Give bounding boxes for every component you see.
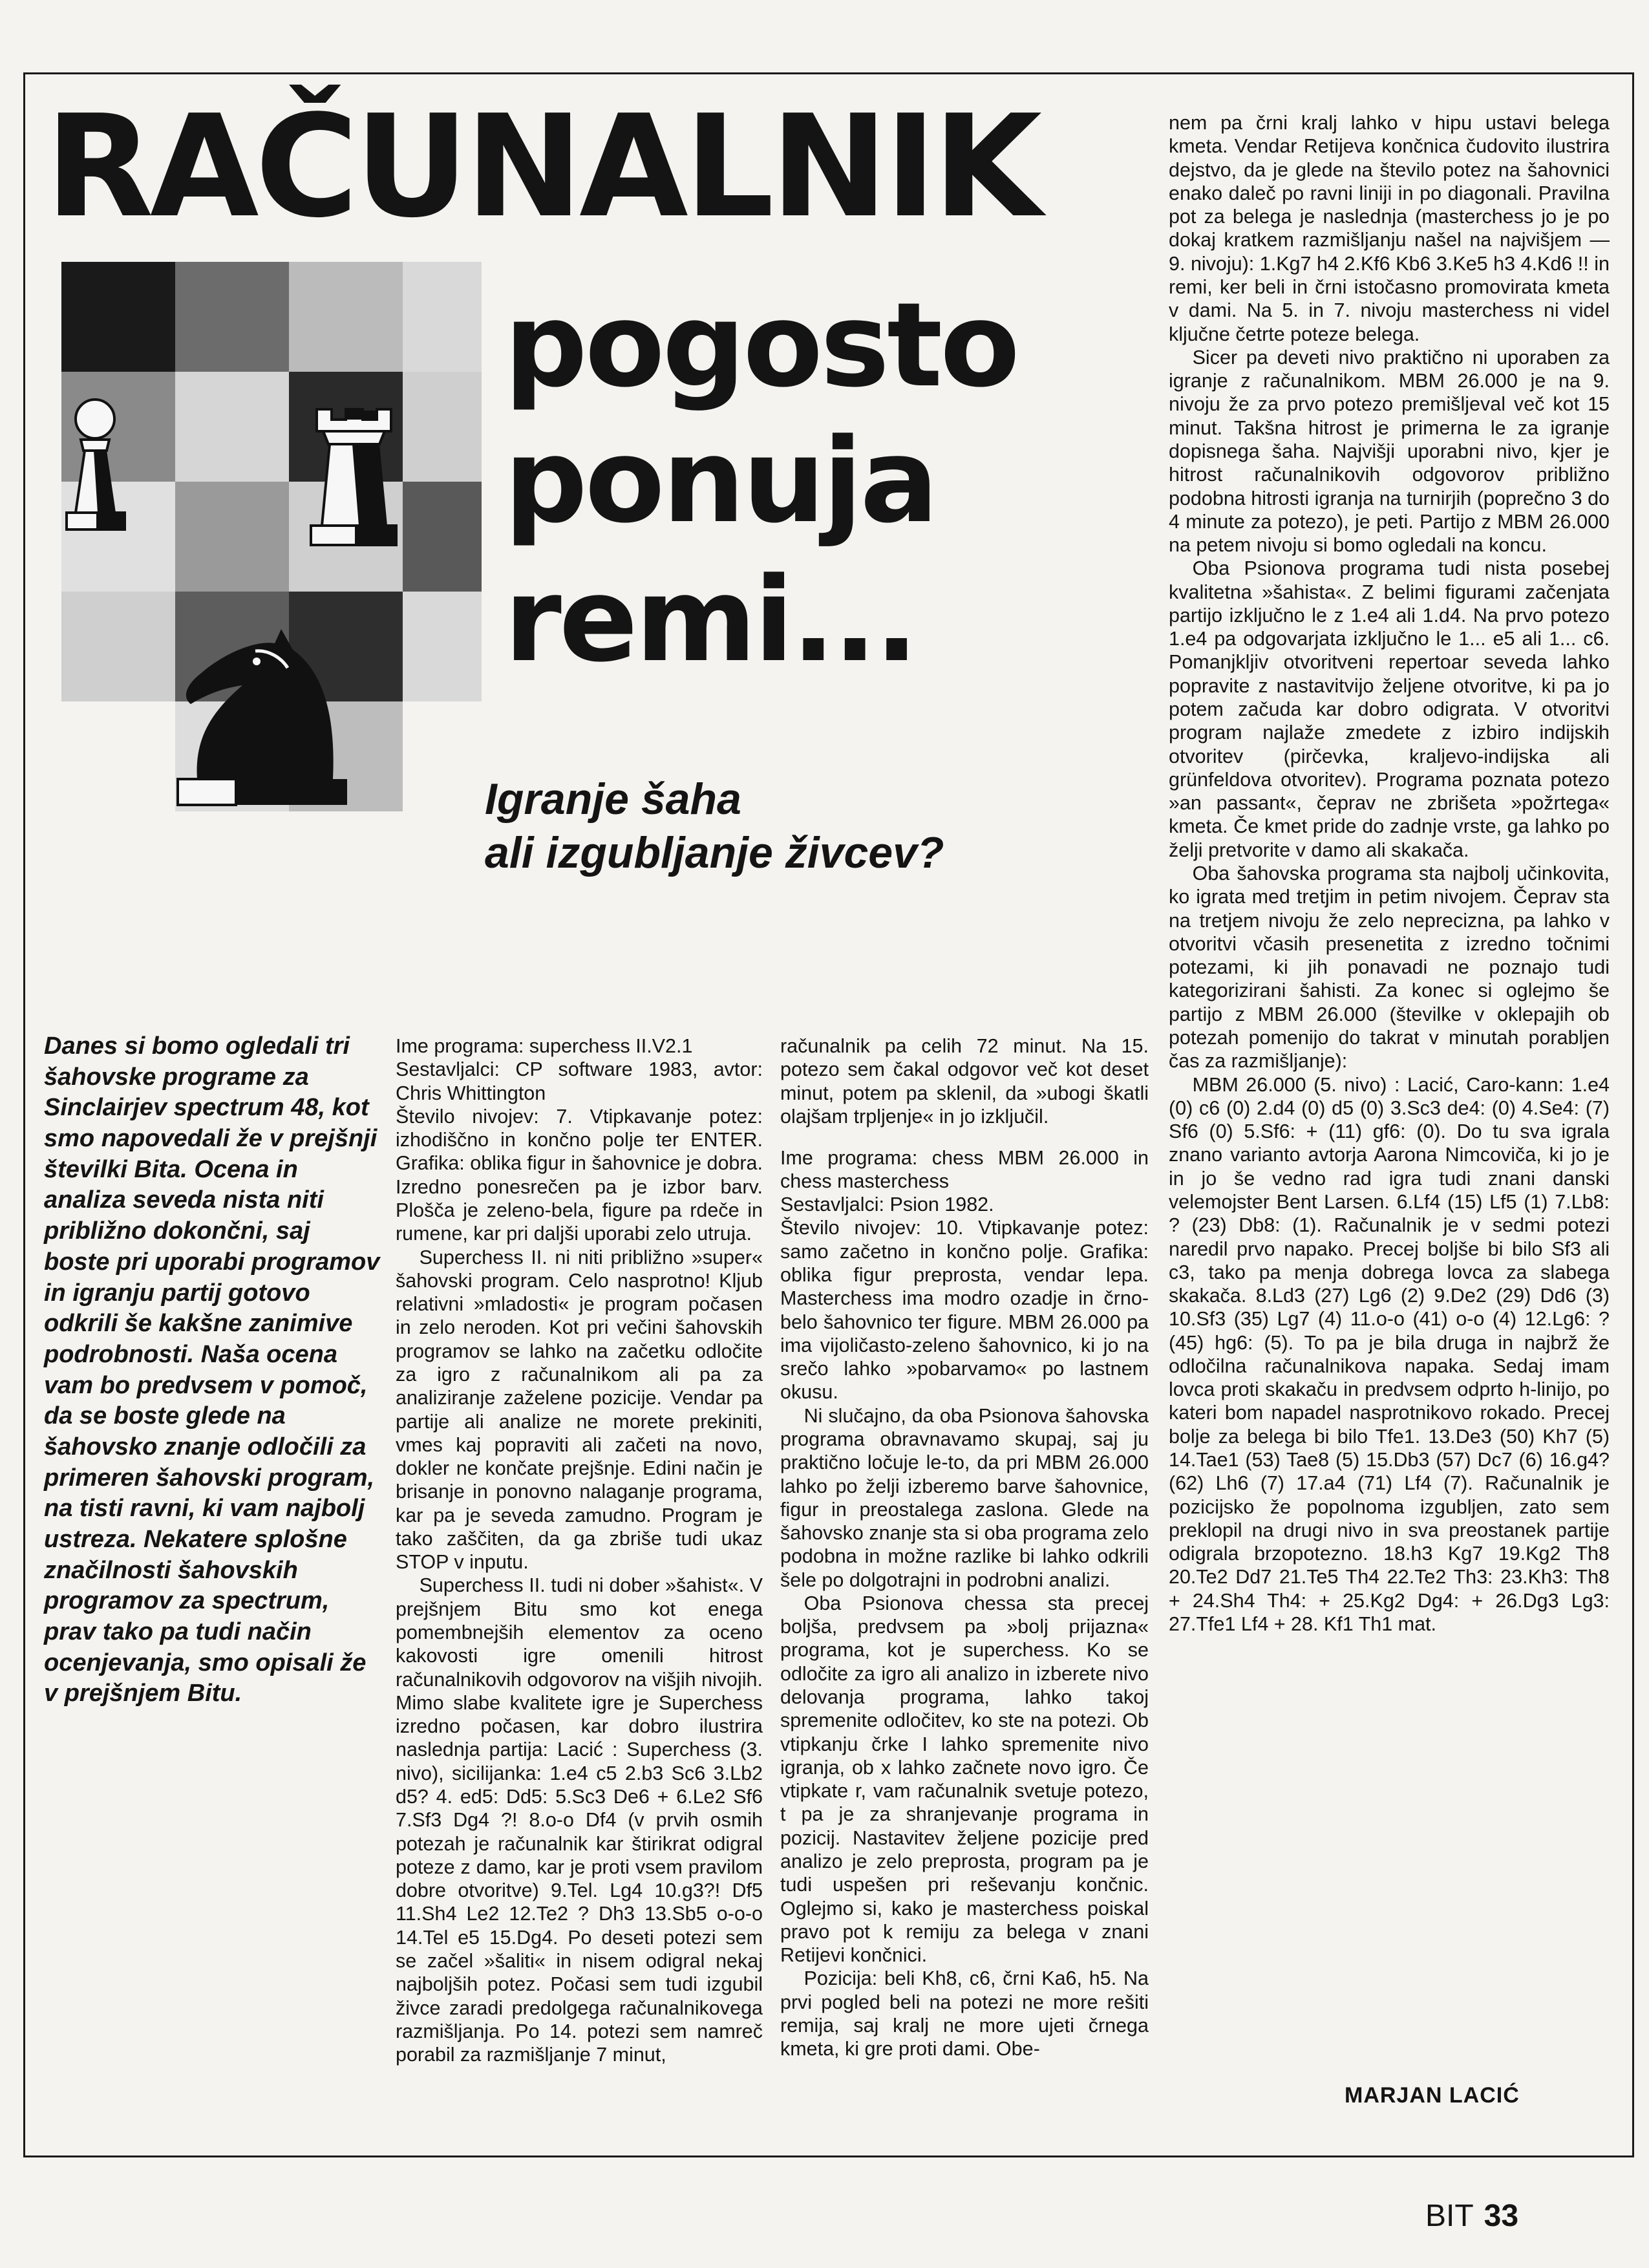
- headline-line-1: pogosto: [504, 278, 1017, 413]
- magazine-name: BIT: [1425, 2199, 1474, 2233]
- body-paragraph: Oba Psionova programa tudi nista posebej kvalitetna »šahista«. Z belimi figurami začenjata partijo izključno le z 1.e4 ali 1.d4. Na prvo potezo 1.e4 pa odgovarjata izključno le 1... e5 ali 1... c6. Pomanjkljiv otvoritveni repertoar seveda lahko popravite z nastavitvijo željene otvoritve, ki pa jo potem začuda kar dobro odigrata. V otvoritvi program najlaže zmedete z izbiro indijskih otvoritev (pirčevka, kraljevo-indijska ali grünfeldova otvoritev). Programa poznata potezo »an passant«, čeprav ne zbrišeta »požrtega« kmeta. Če kmet pride do zadnje vrste, ga lahko po želji pretvorite v damo ali skakača.: [1169, 557, 1610, 861]
- body-paragraph: nem pa črni kralj lahko v hipu ustavi belega kmeta. Vendar Retijeva končnica čudovito ilustrira dejstvo, da je glede na število potez na šahovnici enako daleč po ravni liniji in po diagonali. Pravilna pot za belega je naslednja (masterchess jo je po dokaj kratkem razmišljanju našel na najvišjem — 9. nivoju): 1.Kg7 h4 2.Kf6 Kb6 3.Ke5 h3 4.Kd6 !! in remi, ker beli in črni istočasno promovirata kmeta v dami. Na 5. in 7. nivoju masterchess ni videl ključne četrte poteze belega.: [1169, 112, 1610, 345]
- tagline-line-1: Igranje šaha: [485, 775, 741, 824]
- program-authors: Sestavljalci: CP software 1983, avtor: Chris Whittington: [396, 1058, 763, 1104]
- article-column-1: [396, 1034, 763, 2066]
- body-paragraph: Pozicija: beli Kh8, c6, črni Ka6, h5. Na prvi pogled beli na potezi ne more rešiti remija, saj kralj ne more ujeti črnega kmeta, ki gre proti dami. Obe-: [780, 1967, 1149, 2060]
- program-authors: Sestavljalci: Psion 1982.: [780, 1193, 994, 1216]
- body-paragraph: Superchess II. ni niti približno »super« šahovski program. Celo nasprotno! Kljub relativni »mladosti« je program počasen in zelo neroden. Kot pri večini šahovskih programov se lahko na začetku odločite za igro z računalnikom ali pa za analiziranje zaželene pozicije. Vendar pa partije ali analize ne morete prekiniti, vmes kaj popraviti ali začeti na novo, dokler ne končate prejšnje. Edini način je brisanje in ponovno nalaganje programa, kar pa je seveda zamudno. Program je tako zaščiten, da ga zbriše tudi ukaz STOP v inputu.: [396, 1246, 763, 1574]
- program-specs: Število nivojev: 7. Vtipkavanje potez: izhodiščno in končno polje ter ENTER. Grafika: oblika figur in šahovnice je dobra. Izredno ponesrečen pa je izbor barv. Plošča je zeleno-bela, figure pa rdeče in rumene, kar pri daljši uporabi zelo utruja.: [396, 1105, 763, 1245]
- article-column-2: [780, 1034, 1149, 2061]
- body-paragraph: Oba Psionova chessa sta precej boljša, predvsem pa »bolj prijazna« programa, kot je superchess. Ko se odločite za igro ali analizo in izberete nivo delovanja programa, lahko takoj spremenite odločitev, ko ste na potezi. Ob vtipkanju črke I lahko spremenite nivo igranja, ob x lahko začnete novo igro. Če vtipkate r, vam računalnik svetuje potezo, t pa je za shranjevanje programa in pozicij. Nastavitev željene pozicije pred analizo je zelo preprosta, program pa je tudi uspešen pri reševanju končnic. Oglejmo si, kako je masterchess poiskal pravo pot k remiju za belega v znani Retijevi končnici.: [780, 1592, 1149, 1967]
- headline-line-3: remi...: [504, 553, 917, 688]
- tagline: [485, 773, 1002, 880]
- body-paragraph: Superchess II. tudi ni dober »šahist«. V prejšnjem Bitu smo kot enega pomembnejših elementov za oceno kakovosti igre omenili hitrost računalnikovih odgovorov na višjih nivojih. Mimo slabe kvalitete igre je Superchess izredno počasen, kar dobro ilustrira naslednja partija: Lacić : Superchess (3. nivo), sicilijanka: 1.e4 c5 2.b3 Sc6 3.Lb2 d5? 4. ed5: Dd5: 5.Sc3 De6 + 6.Le2 Sf6 7.Sf3 Dg4 ?! 8.o-o Df4 (v prvih osmih potezah je računalnik kar štirikrat odigral poteze z damo, kar je proti vsem pravilom dobre otvoritve) 9.Tel. Lg4 10.g3?! Df5 11.Sh4 Le2 12.Te2 ? Dh3 13.Sb5 o-o-o 14.Tel e5 15.Dg4. Po deseti potezi sem se začel »šaliti« in nisem odigral nekaj najboljših potez. Počasi sem tudi izgubil živce zaradi predolgega računalnikovega razmišljanja. Po 14. potezi sem namreč porabil za razmišljanje 7 minut,: [396, 1574, 763, 2066]
- page-footer: [1425, 2198, 1518, 2234]
- body-paragraph: Ni slučajno, da oba Psionova šahovska programa obravnavamo skupaj, saj ju praktično ločuje le-to, da pri MBM 26.000 lahko po želji izberemo barve šahovnice, figur in preostalega zaslona. Glede na šahovsko znanje sta si oba programa zelo podobna in možne razlike bi lahko odkrili šele po dolgotrajni in podrobni analizi.: [780, 1404, 1149, 1591]
- page-number: 33: [1484, 2199, 1519, 2233]
- author-byline: MARJAN LACIĆ: [1345, 2083, 1520, 2108]
- program-name: Ime programa: superchess II.V2.1: [396, 1035, 693, 1057]
- program-specs: Število nivojev: 10. Vtipkavanje potez: samo začetno in končno polje. Grafika: oblika figur preprosta, vendar lepa. Masterchess ima modro ozadje in črno-belo šahovnico ter figure. MBM 26.000 pa ima vijoličasto-zeleno šahovnico, ki jo na srečo lahko »pobarvamo« po lastnem okusu.: [780, 1217, 1149, 1404]
- body-paragraph: računalnik pa celih 72 minut. Na 15. potezo sem čakal odgovor več kot deset minut, potem pa sklenil, da »ubogi škatli olajšam trpljenje« in jo izključil.: [780, 1035, 1149, 1128]
- body-paragraph: Sicer pa deveti nivo praktično ni uporaben za igranje z računalnikom. MBM 26.000 je na 9. nivoju že za prvo potezo premišljeval več kot 15 minut. Takšna hitrost je primerna le za igranje dopisnega šaha. Najvišji uporabni nivo, kjer je hitrost računalnikovih odgovorov približno podobna hitrosti igranja na turnirjih (poprečno 3 do 4 minute za potezo), je peti. Partijo z MBM 26.000 na petem nivoju si bomo ogledali na koncu.: [1169, 346, 1610, 557]
- article-column-3: [1169, 111, 1610, 1636]
- body-paragraph: Oba šahovska programa sta najbolj učinkovita, ko igrata med tretjim in petim nivojem. Čeprav sta na tretjem nivoju že zelo neprecizna, pa lahko v otvoritvi včasih presenetita z izredno točnimi potezami, ki jih ponavadi ne poznajo tudi kategorizirani šahisti. Za konec si oglejmo še partijo z MBM 26.000 (številke v oklepajih ob potezah pomenijo do takrat v minutah porabljen čas za razmišljanje):: [1169, 862, 1610, 1073]
- tagline-line-2: ali izgubljanje živcev?: [485, 828, 944, 877]
- game-notation: MBM 26.000 (5. nivo) : Lacić, Caro-kann: 1.e4 (0) c6 (0) 2.d4 (0) d5 (0) 3.Sc3 de4: (0) 4.Se4: (7) Sf6 (0) 5.Sf6: + (11) gf6: (0). Do tu sva igrala znano varianto avtorja Aarona Nimcoviča, ki jo je in jo še vedno rad igra tudi znani danski velemojster Bent Larsen. 6.Lf4 (15) Lf5 (1) 7.Lb8: ? (23) Db8: (1). Računalnik je v sedmi potezi naredil prvo napako. Precej boljše bi bilo Sf3 ali c3, tako pa menja dobrega lovca za slabega skakača. 8.Ld3 (27) Lg6 (2) 9.De2 (29) Dd6 (3) 10.Sf3 (35) Lg7 (4) 11.o-o (41) o-o (4) 12.Lg6: ? (45) hg6: (5). To pa je bila druga in najbrž že odločilna računalnikova napaka. Sedaj imam lovca proti skakaču in predvsem odprto h-linijo, po kateri bom napadel nasprotnikovo rokado. Precej bolje za belega bi bilo Tfe1. 13.De3 (50) Kh7 (5) 14.Tae1 (53) Tae8 (5) 15.Db3 (57) Dc7 (6) 16.g4? (62) Lh6 (7) 17.a4 (71) Lf4 (7). Računalnik je pozicijsko že popolnoma izgubljen, zato sem preklopil na drugi nivo in sva preostanek partije odigrala brzopotezno. 18.h3 Kg7 19.Kg2 Th8 20.Te2 Dd7 21.Te5 Th4 22.Te2 Th3: 23.Kh3: Th8 + 24.Sh4 Th4: + 25.Kg2 Dg4: + 26.Dg3 Lg3: 27.Tfe1 Lf4 + 28. Kf1 Th1 mat.: [1169, 1073, 1610, 1635]
- headline-line-2: ponuja: [504, 414, 936, 549]
- lead-paragraph: Danes si bomo ogledali tri šahovske programe za Sinclairjev spectrum 48, kot smo napovedali že v prejšnji številki Bita. Ocena in analiza seveda nista niti približno dokončni, saj boste pri uporabi programov in igranju partij gotovo odkrili še kakšne zanimive podrobnosti. Naša ocena vam bo predvsem v pomoč, da se boste glede na šahovsko znanje odločili za primeren šahovski program, na tisti ravni, ki vam najbolj ustreza. Nekatere splošne značilnosti šahovskih programov za spectrum, prav tako pa tudi način ocenjevanja, smo opisali že v prejšnjem Bitu.: [44, 1032, 380, 1707]
- headline-main: RAČUNALNIK: [45, 85, 1039, 249]
- chessboard-illustration: [61, 262, 482, 818]
- program-name: Ime programa: chess MBM 26.000 in chess masterchess: [780, 1146, 1149, 1192]
